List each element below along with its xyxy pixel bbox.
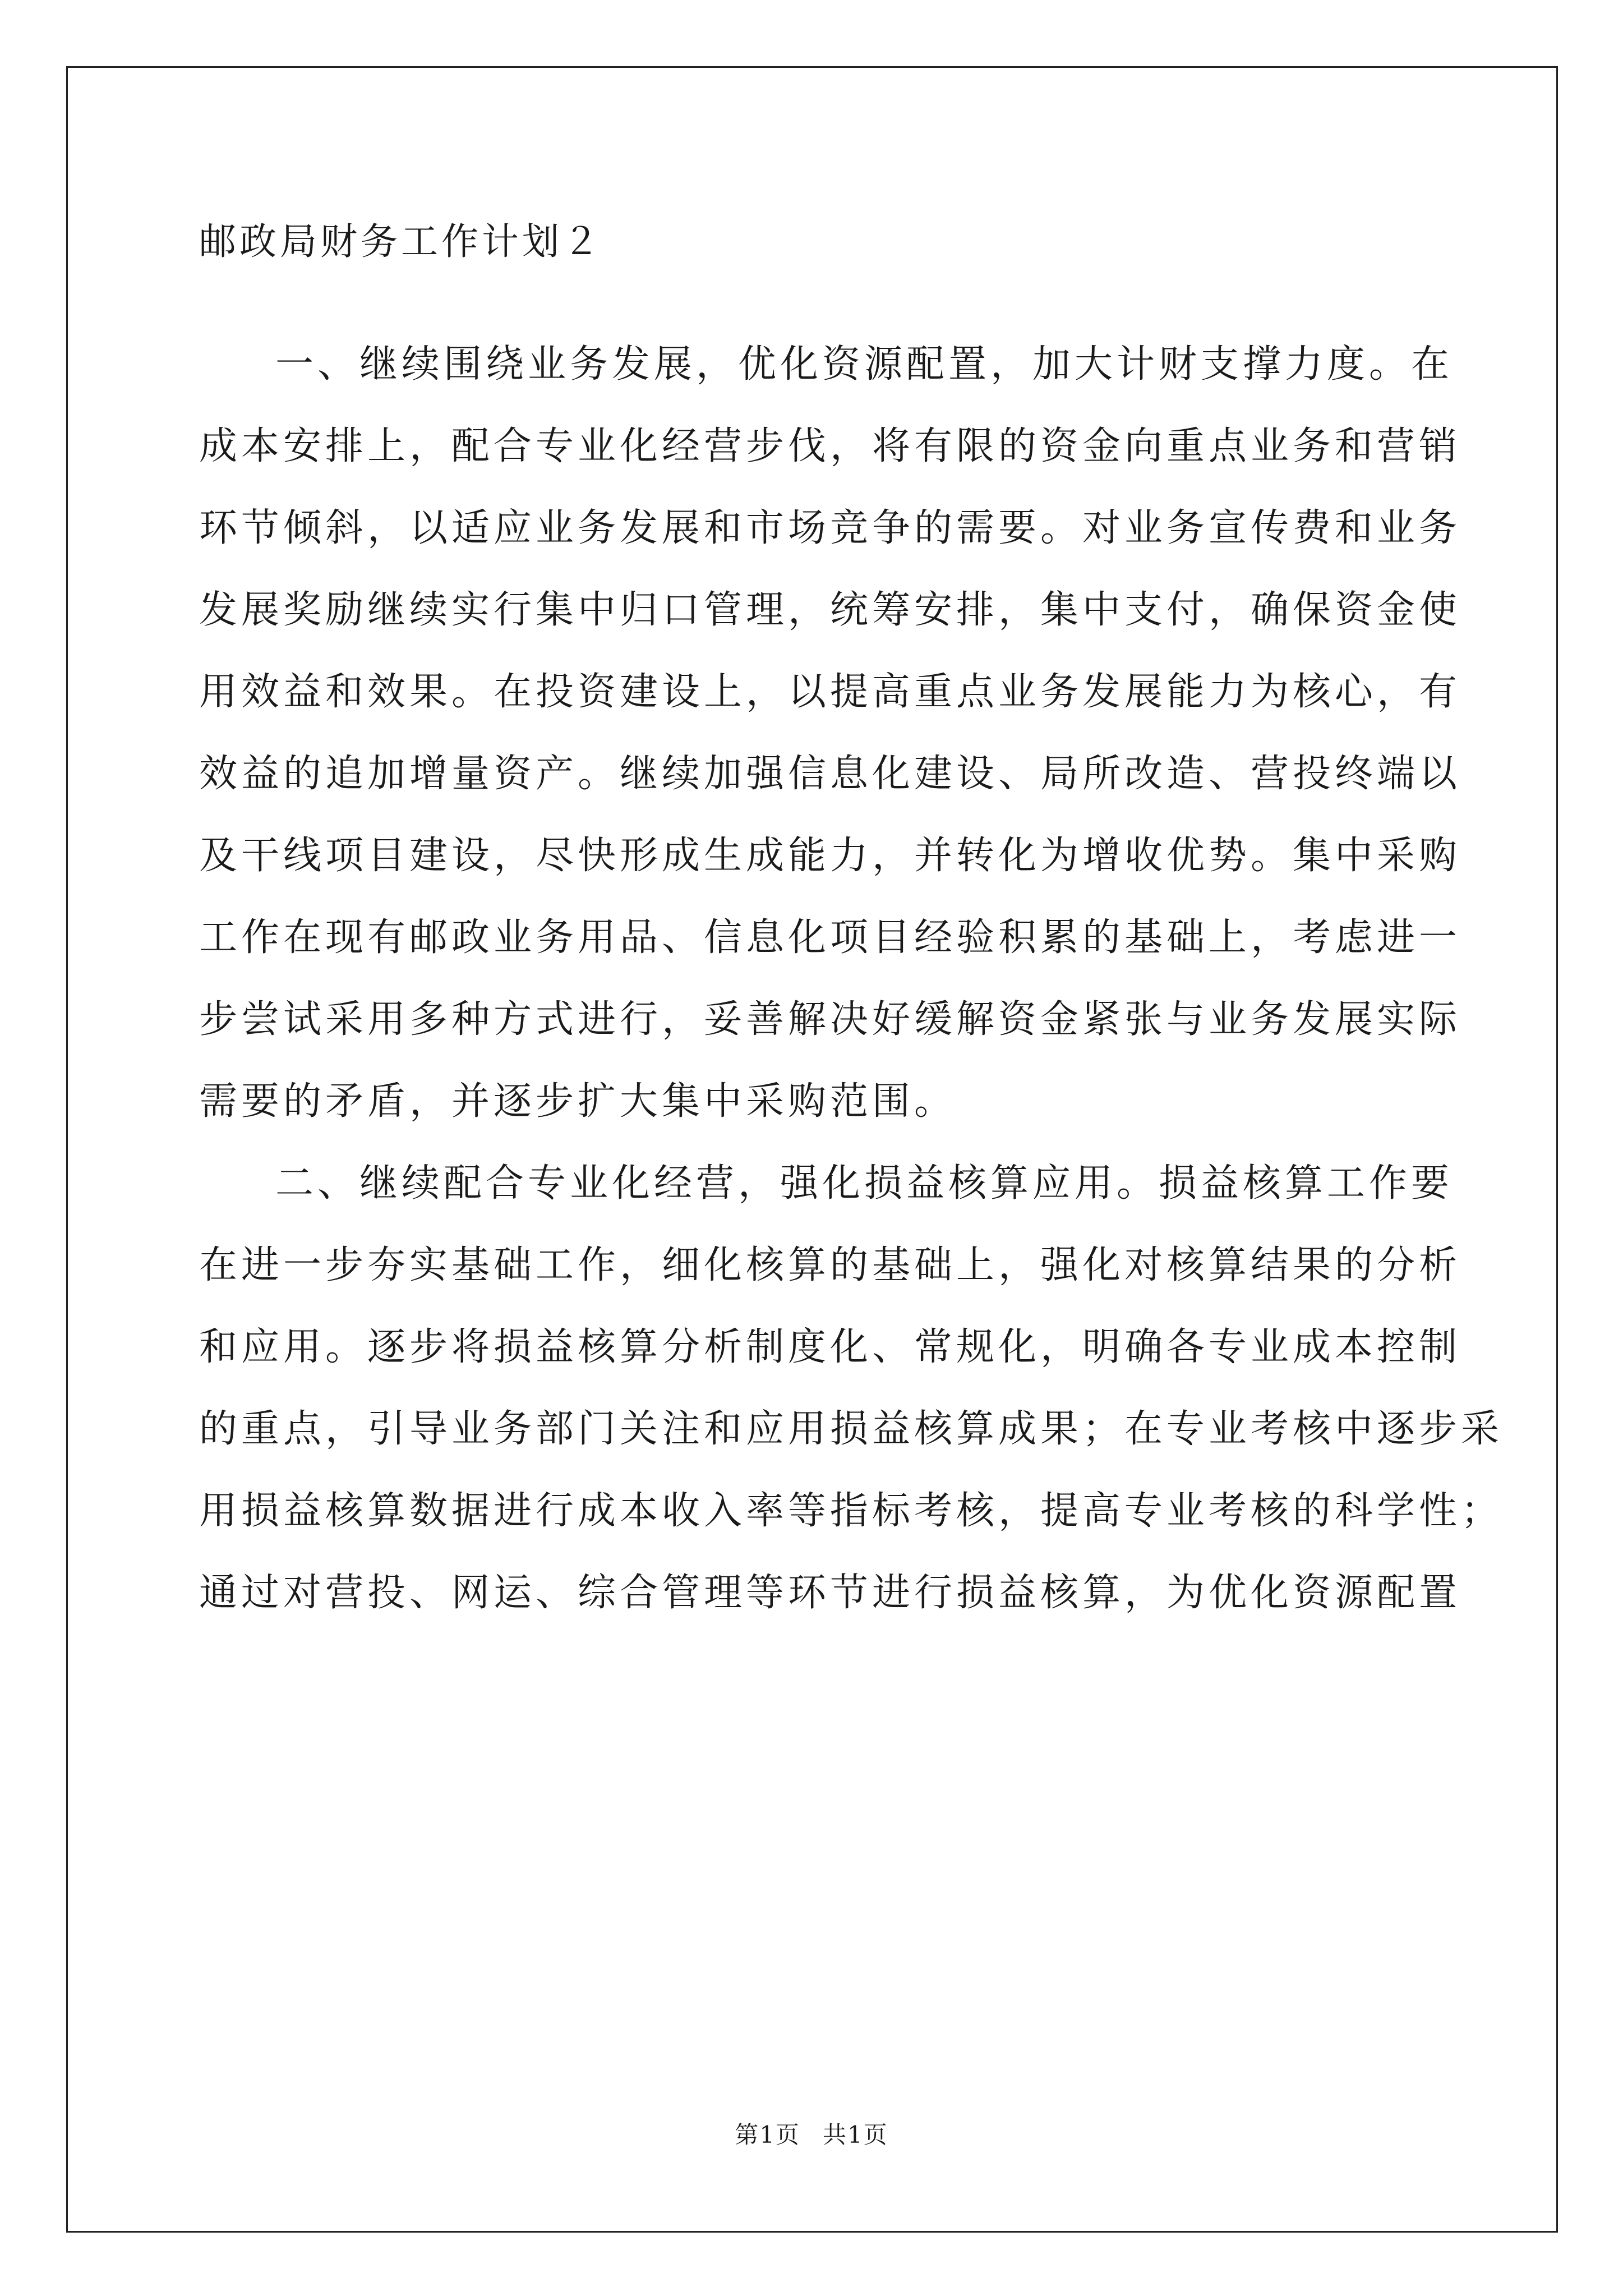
paragraph-2-line-3: 和应用。逐步将损益核算分析制度化、常规化，明确各专业成本控制	[199, 1325, 1461, 1369]
paragraph-1-line-9: 步尝试采用多种方式进行，妥善解决好缓解资金紧张与业务发展实际	[199, 997, 1461, 1042]
paragraph-1-line-7: 及干线项目建设，尽快形成生成能力，并转化为增收优势。集中采购	[199, 834, 1461, 878]
paragraph-1-line-4: 发展奖励继续实行集中归口管理，统筹安排，集中支付，确保资金使	[199, 588, 1461, 632]
paragraph-1-line-1: 一、继续围绕业务发展，优化资源配置，加大计财支撑力度。在	[275, 342, 1454, 386]
paragraph-1-line-5: 用效益和效果。在投资建设上，以提高重点业务发展能力为核心，有	[199, 670, 1461, 714]
paragraph-1-line-6: 效益的追加增量资产。继续加强信息化建设、局所改造、营投终端以	[199, 752, 1461, 796]
paragraph-2-line-2: 在进一步夯实基础工作，细化核算的基础上，强化对核算结果的分析	[199, 1243, 1461, 1287]
page-number-total: 共1页	[823, 2121, 888, 2148]
paragraph-1-line-3: 环节倾斜，以适应业务发展和市场竞争的需要。对业务宣传费和业务	[199, 506, 1461, 550]
paragraph-2-line-5: 用损益核算数据进行成本收入率等指标考核，提高专业考核的科学性；	[199, 1489, 1504, 1533]
paragraph-1-line-8: 工作在现有邮政业务用品、信息化项目经验积累的基础上，考虑进一	[199, 915, 1461, 960]
page-number-current: 第1页	[735, 2121, 800, 2148]
paragraph-1-line-10: 需要的矛盾，并逐步扩大集中采购范围。	[199, 1079, 957, 1124]
page-footer	[0, 2123, 1623, 2147]
paragraph-1-line-2: 成本安排上，配合专业化经营步伐，将有限的资金向重点业务和营销	[199, 424, 1461, 468]
document-title: 邮政局财务工作计划２	[199, 220, 603, 263]
paragraph-2-line-4: 的重点，引导业务部门关注和应用损益核算成果；在专业考核中逐步采	[199, 1407, 1504, 1451]
paragraph-2-line-1: 二、继续配合专业化经营，强化损益核算应用。损益核算工作要	[275, 1161, 1454, 1205]
paragraph-2-line-6: 通过对营投、网运、综合管理等环节进行损益核算，为优化资源配置	[199, 1571, 1461, 1615]
